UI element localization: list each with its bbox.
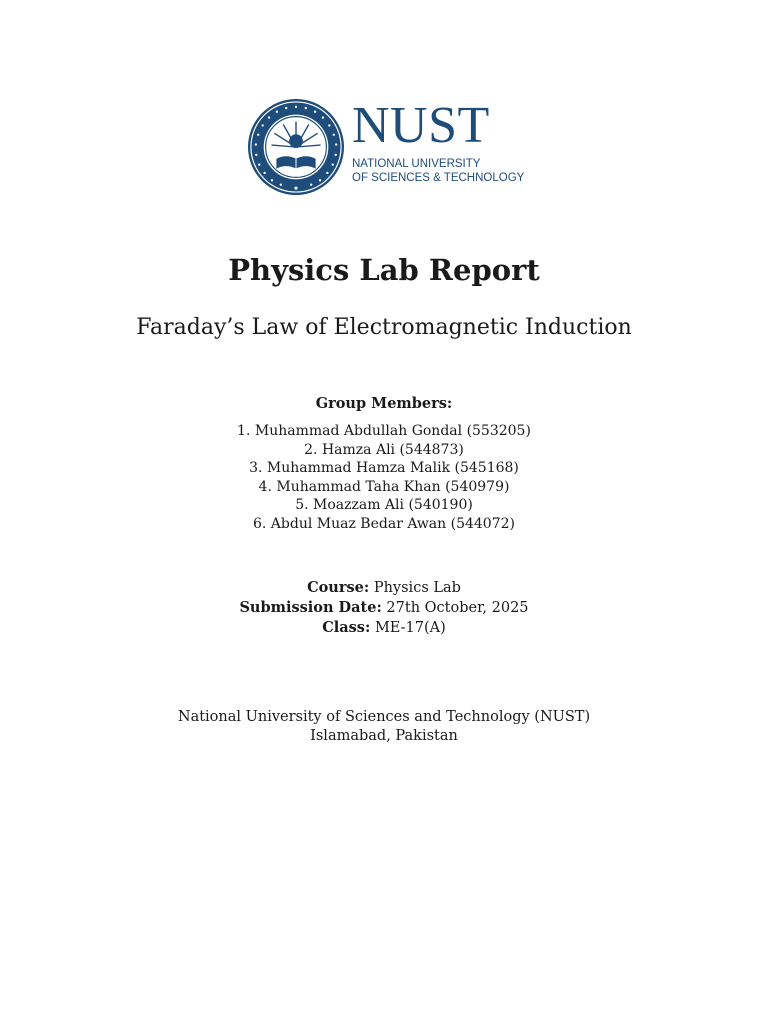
university-wordmark: [352, 97, 525, 185]
group-members-heading: Group Members:: [315, 395, 453, 412]
member-item: 2. Hamza Ali (544873): [304, 441, 464, 458]
group-members-list: [0, 422, 768, 533]
institution-location: Islamabad, Pakistan: [310, 728, 458, 744]
member-item: 4. Muhammad Taha Khan (540979): [258, 478, 510, 495]
member-item: 6. Abdul Muaz Bedar Awan (544072): [253, 515, 515, 532]
logo-name-line-2: OF SCIENCES & TECHNOLOGY: [352, 172, 525, 184]
university-logo: [247, 98, 527, 198]
member-item: 5. Moazzam Ali (540190): [295, 497, 473, 513]
member-item: 1. Muhammad Abdullah Gondal (553205): [237, 423, 531, 439]
logo-name-line-1: NATIONAL UNIVERSITY: [352, 158, 481, 170]
institution-name: National University of Sciences and Technology (NUST): [177, 709, 591, 725]
university-seal-icon: [247, 98, 345, 196]
course-row: [0, 578, 768, 598]
submission-date-label: Submission Date:: [239, 599, 382, 616]
course-value: Physics Lab: [373, 580, 461, 596]
member-item: 3. Muhammad Hamza Malik (545168): [249, 460, 519, 476]
logo-acronym: NUST: [352, 97, 490, 154]
submission-date-row: [0, 598, 768, 618]
class-value: ME-17(A): [374, 620, 446, 636]
submission-date-value: 27th October, 2025: [386, 600, 529, 616]
course-label: Course:: [307, 579, 370, 596]
institution-block: [0, 708, 768, 746]
report-title: Physics Lab Report: [228, 253, 540, 287]
report-details: [0, 578, 768, 638]
class-label: Class:: [322, 619, 371, 636]
class-row: [0, 618, 768, 638]
report-subtitle: Faraday’s Law of Electromagnetic Induction: [136, 315, 632, 340]
